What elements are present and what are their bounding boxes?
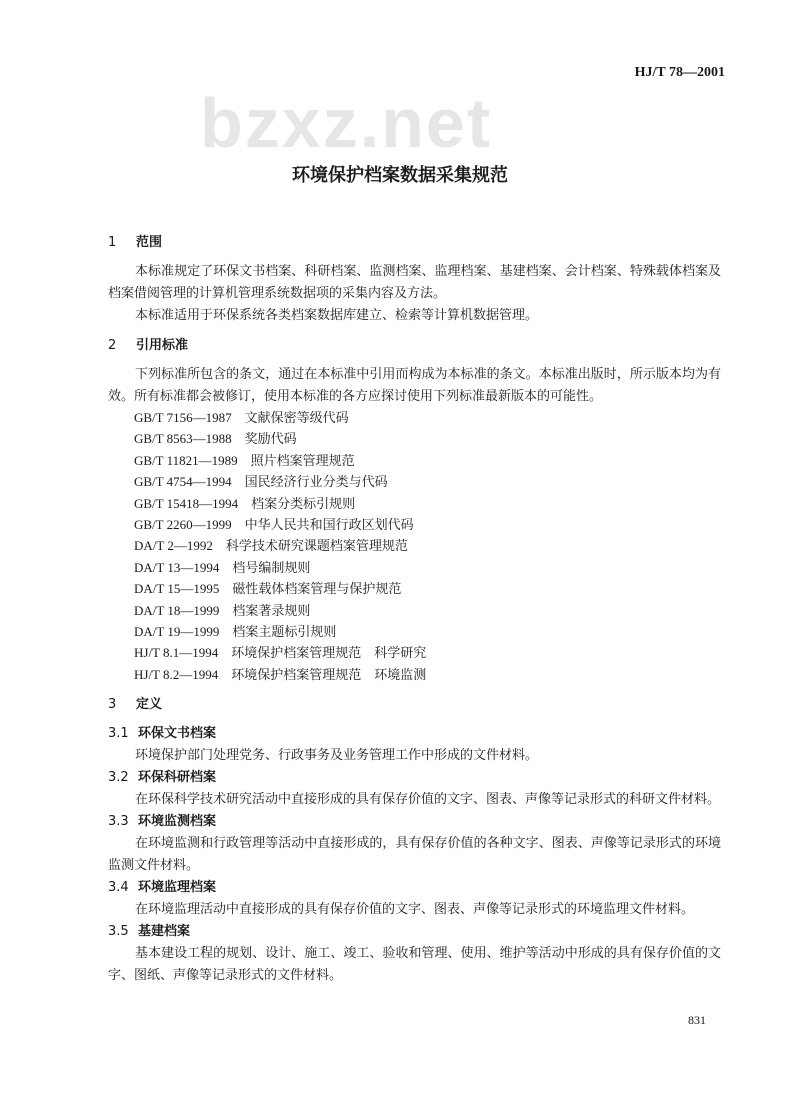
reference-code: GB/T 15418—1994	[134, 495, 239, 511]
reference-code: DA/T 19—1999	[134, 624, 220, 640]
definition-term: 环保科研档案	[138, 770, 217, 786]
reference-item	[134, 536, 721, 557]
document-body	[108, 232, 721, 987]
definition-number: 3.2	[108, 770, 129, 786]
reference-name: 环境保护档案管理规范 环境监测	[231, 667, 427, 683]
definition-term: 环保文书档案	[138, 726, 217, 742]
definition-term: 基建档案	[138, 924, 191, 940]
page-number: 831	[688, 1013, 706, 1027]
reference-name: 环境保护档案管理规范 科学研究	[231, 646, 427, 662]
reference-name: 档号编制规则	[232, 560, 311, 576]
reference-name: 奖励代码	[244, 432, 297, 448]
reference-name: 档案主题标引规则	[232, 625, 337, 641]
definition-number: 3.4	[108, 880, 129, 896]
reference-item	[134, 622, 721, 643]
definition-number: 3.3	[108, 814, 129, 830]
section-title: 引用标准	[136, 338, 189, 353]
definition-heading	[108, 921, 721, 943]
section-1-heading	[108, 232, 721, 254]
reference-name: 磁性载体档案管理与保护规范	[232, 582, 402, 598]
section-number: 1	[108, 235, 117, 250]
document-title: 环境保护档案数据采集规范	[292, 165, 508, 186]
reference-list	[108, 408, 721, 686]
reference-code: GB/T 8563—1988	[134, 431, 232, 447]
section-title: 定义	[136, 697, 163, 713]
reference-item	[134, 451, 721, 472]
reference-name: 档案分类标引规则	[251, 496, 356, 512]
reference-code: DA/T 15—1995	[134, 581, 220, 597]
reference-code: DA/T 2—1992	[134, 538, 213, 554]
definition-number: 3.1	[108, 726, 129, 742]
definition-text: 环境保护部门处理党务、行政事务及业务管理工作中形成的文件材料。	[135, 748, 539, 764]
definition-text: 在环境监理活动中直接形成的具有保存价值的文字、图表、声像等记录形式的环境监理文件材料。	[135, 902, 695, 918]
reference-item	[134, 579, 721, 600]
reference-name: 照片档案管理规范	[250, 453, 355, 469]
section-2-heading	[108, 335, 721, 357]
reference-item	[134, 515, 721, 536]
reference-code: DA/T 13—1994	[134, 559, 220, 575]
definition-heading	[108, 811, 721, 833]
reference-item	[134, 643, 721, 664]
reference-code: HJ/T 8.1—1994	[134, 645, 219, 661]
paragraph: 下列标准所包含的条文，通过在本标准中引用而构成为本标准的条文。本标准出版时，所示版本均为有效。所有标准都会被修订，使用本标准的各方应探讨使用下列标准最新版本的可能性。	[108, 367, 721, 404]
definition-term: 环境监理档案	[138, 880, 217, 896]
reference-item	[134, 494, 721, 515]
definition-heading	[108, 877, 721, 899]
reference-item	[134, 408, 721, 429]
definition-text: 基本建设工程的规划、设计、施工、竣工、验收和管理、使用、维护等活动中形成的具有保存价值的文字、图纸、声像等记录形式的文件材料。	[108, 946, 721, 984]
reference-code: DA/T 18—1999	[134, 602, 220, 618]
reference-item	[134, 429, 721, 450]
definition-heading	[108, 767, 721, 789]
reference-item	[134, 601, 721, 622]
paragraph: 本标准适用于环保系统各类档案数据库建立、检索等计算机数据管理。	[135, 308, 539, 323]
reference-item	[134, 558, 721, 579]
reference-name: 国民经济行业分类与代码	[244, 475, 388, 491]
definition-term: 环境监测档案	[138, 814, 217, 830]
watermark: bzxz.net	[200, 84, 493, 162]
paragraph: 本标准规定了环保文书档案、科研档案、监测档案、监理档案、基建档案、会计档案、特殊载体档案及档案借阅管理的计算机管理系统数据项的采集内容及方法。	[108, 264, 721, 301]
standard-code: HJ/T 78—2001	[634, 65, 725, 80]
definition-list	[108, 723, 721, 987]
reference-item	[134, 665, 721, 686]
section-number: 2	[108, 338, 117, 353]
reference-code: GB/T 7156—1987	[134, 410, 232, 425]
reference-name: 中华人民共和国行政区划代码	[244, 518, 414, 534]
reference-item	[134, 472, 721, 493]
reference-code: GB/T 11821—1989	[134, 452, 238, 468]
section-number: 3	[108, 697, 117, 713]
definition-text: 在环境监测和行政管理等活动中直接形成的，具有保存价值的各种文字、图表、声像等记录形式的环境监测文件材料。	[108, 836, 721, 874]
reference-name: 科学技术研究课题档案管理规范	[225, 539, 408, 555]
section-title: 范围	[136, 235, 163, 250]
definition-number: 3.5	[108, 924, 129, 940]
reference-code: HJ/T 8.2—1994	[134, 666, 219, 682]
section-3-heading	[108, 694, 721, 716]
definition-heading	[108, 723, 721, 745]
reference-name: 档案著录规则	[232, 603, 311, 619]
reference-code: GB/T 2260—1999	[134, 517, 232, 533]
reference-code: GB/T 4754—1994	[134, 474, 232, 490]
definition-text: 在环保科学技术研究活动中直接形成的具有保存价值的文字、图表、声像等记录形式的科研文件材料。	[135, 792, 721, 808]
reference-name: 文献保密等级代码	[244, 411, 349, 426]
